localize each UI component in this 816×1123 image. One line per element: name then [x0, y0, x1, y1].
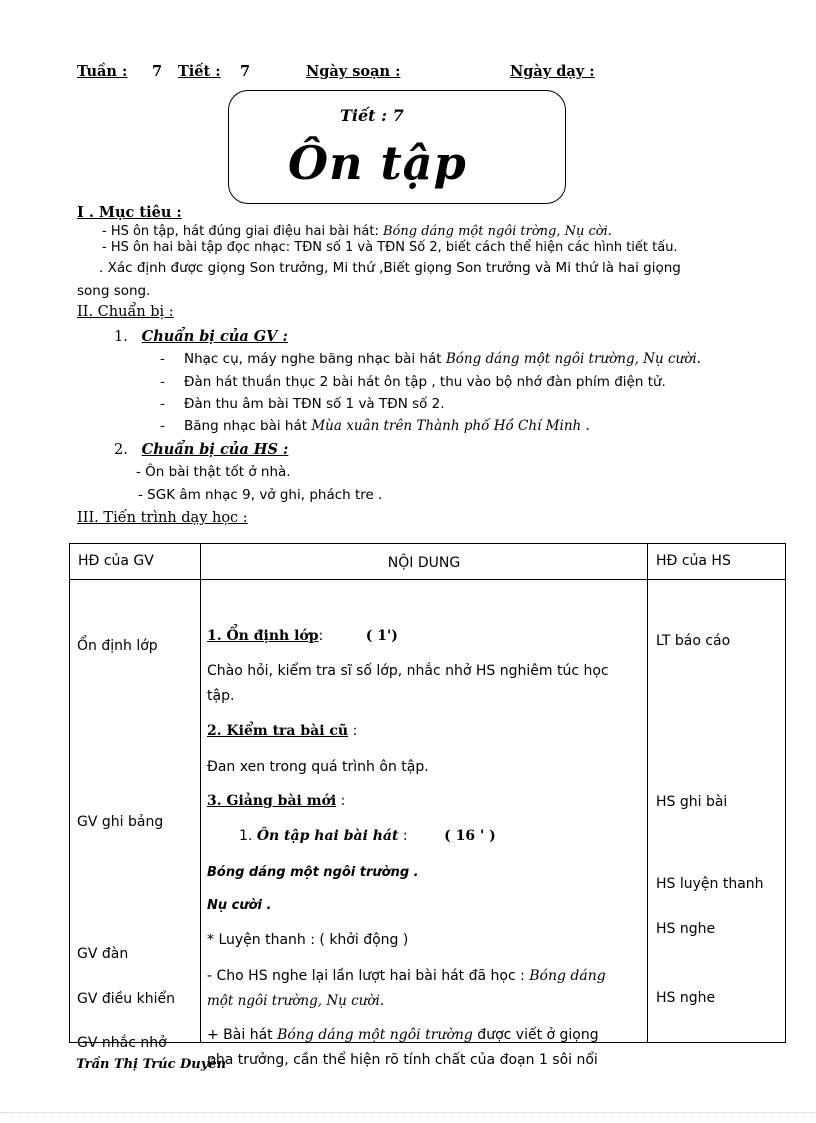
lesson-subtitle: Tiết : 7: [340, 106, 404, 125]
objective-text: - HS ôn hai bài tập đọc nhạc: TĐN số 1 và TĐN Số 2, biết cách thể hiện các hình tiết tấu.: [102, 240, 678, 255]
hs-prep-title: Chuẩn bị của HS :: [141, 441, 289, 458]
content-text-part: được viết ở giọng: [472, 1027, 599, 1043]
content-text-part: + Bài hát: [207, 1027, 278, 1043]
objective-text: - HS ôn tập, hát đúng giai điệu hai bài hát:: [102, 224, 383, 239]
gv-prep-item-2: - Đàn hát thuần thục 2 bài hát ôn tập , thu vào bộ nhớ đàn phím điện tử.: [160, 374, 666, 390]
gv-prep-text: Đàn hát thuần thục 2 bài hát ôn tập , thu vào bộ nhớ đàn phím điện tử.: [184, 374, 666, 390]
header-gv: HĐ của GV: [70, 544, 201, 580]
hs-prep-item-2: - SGK âm nhạc 9, vở ghi, phách tre .: [138, 487, 383, 503]
hs-column: [648, 580, 786, 1043]
gv-item: GV nhắc nhở: [77, 1035, 167, 1051]
hs-item: HS luyện thanh: [656, 876, 764, 892]
hs-item: LT báo cáo: [656, 633, 731, 649]
gv-prep-item-3: - Đàn thu âm bài TĐN số 1 và TĐN số 2.: [160, 396, 445, 412]
tiet-value: 7: [240, 63, 251, 80]
hs-prep-heading: [114, 441, 288, 458]
gv-prep-item-1: - Nhạc cụ, máy nghe băng nhạc bài hát Bóng dáng một ngôi trường, Nụ cười.: [160, 351, 701, 367]
header-hs: HĐ của HS: [648, 544, 786, 580]
hs-item: HS nghe: [656, 921, 716, 937]
objective-italic: Bóng dáng một ngôi trờng, Nụ cời.: [382, 224, 612, 239]
table-row: [70, 580, 786, 1043]
content-italic: Bóng dáng một ngôi trường: [277, 1027, 473, 1043]
gv-column: [70, 580, 201, 1051]
content-italic-line: một ngôi trường, Nụ cười.: [207, 993, 385, 1009]
gv-item: GV đàn: [77, 946, 129, 962]
section1-heading: I . Mục tiêu :: [77, 204, 182, 221]
tuan-value: 7: [152, 63, 163, 80]
lesson-title: Ôn tập: [288, 136, 467, 190]
content-text: Đan xen trong quá trình ôn tập.: [207, 759, 429, 775]
section-title: 2. Kiểm tra bài cũ: [207, 723, 349, 739]
gv-item: Ổn định lớp: [77, 638, 158, 654]
content-text: Chào hỏi, kiểm tra sĩ số lớp, nhắc nhở HS nghiêm túc học: [207, 663, 609, 679]
content-italic: Bóng dáng: [529, 968, 606, 984]
content-text: * Luyện thanh : ( khởi động ): [207, 932, 409, 948]
song-title-2: Nụ cười .: [207, 898, 272, 913]
hs-item: HS ghi bài: [656, 794, 728, 810]
section-time: ( 1'): [365, 628, 398, 644]
section-on-dinh-lop: [207, 628, 398, 644]
subsection-title: Ôn tập hai bài hát: [256, 828, 399, 844]
content-text: tập.: [207, 688, 235, 704]
subsection-on-tap: [239, 828, 496, 844]
tuan-label: Tuần :: [77, 63, 128, 80]
content-text: [207, 968, 606, 984]
section-colon: :: [318, 628, 324, 644]
objective-item-1: [102, 224, 612, 239]
gv-prep-text: Băng nhạc bài hát: [184, 418, 312, 434]
section-colon: :: [348, 723, 358, 739]
content-text: [207, 1027, 599, 1043]
section2-heading: II. Chuẩn bị :: [77, 304, 174, 320]
tiet-label: Tiết :: [178, 63, 221, 80]
content-text: pha trưởng, cần thể hiện rõ tính chất của đoạn 1 sôi nổi: [207, 1052, 598, 1068]
header-content: NỘI DUNG: [201, 544, 648, 580]
gv-item: GV điều khiển: [77, 991, 175, 1007]
section3-heading: III. Tiến trình dạy học :: [77, 510, 248, 526]
hs-prep-item-1: - Ôn bài thật tốt ở nhà.: [136, 464, 291, 480]
page-bottom-divider: [0, 1112, 816, 1113]
gv-prep-text: Đàn thu âm bài TĐN số 1 và TĐN số 2.: [184, 396, 445, 412]
gv-prep-italic: Bóng dáng một ngôi trường, Nụ cười.: [445, 351, 701, 367]
subsection-colon: :: [398, 828, 408, 844]
section-giang-bai: [207, 793, 345, 809]
gv-prep-number: 1.: [114, 329, 128, 345]
ngay-soan-label: Ngày soạn :: [306, 63, 401, 80]
hs-prep-number: 2.: [114, 442, 128, 458]
subsection-number: 1.: [239, 828, 253, 844]
section-colon: :: [336, 793, 346, 809]
gv-prep-italic: Mùa xuân trên Thành phố Hồ Chí Minh .: [311, 418, 590, 434]
section-title: 1. Ổn định lớp: [207, 628, 319, 644]
gv-prep-item-4: - Băng nhạc bài hát Mùa xuân trên Thành phố Hồ Chí Minh .: [160, 418, 590, 434]
author-footer: Trần Thị Trúc Duyên: [76, 1057, 227, 1072]
subsection-time: ( 16 ' ): [444, 828, 496, 844]
song-title-1: Bóng dáng một ngôi trường .: [207, 865, 419, 880]
objective-para-line1: . Xác định được giọng Son trưởng, Mi thứ ,Biết giọng Son trưởng và Mi thứ là hai giọng: [99, 260, 681, 276]
section-kiem-tra: [207, 723, 357, 739]
hs-item: HS nghe: [656, 990, 716, 1006]
gv-item: GV ghi bảng: [77, 814, 164, 830]
ngay-day-label: Ngày dạy :: [510, 63, 595, 80]
gv-prep-heading: [114, 328, 288, 345]
table-header-row: [70, 544, 786, 580]
content-text-part: - Cho HS nghe lại lần lượt hai bài hát đã học :: [207, 968, 530, 984]
gv-prep-text: Nhạc cụ, máy nghe băng nhạc bài hát: [184, 351, 446, 367]
objective-para-line2: song song.: [77, 283, 151, 299]
section-title: 3. Giảng bài mới: [207, 793, 337, 809]
gv-prep-title: Chuẩn bị của GV :: [141, 328, 288, 345]
objective-item-2: [102, 240, 678, 255]
content-column: [201, 580, 648, 1068]
